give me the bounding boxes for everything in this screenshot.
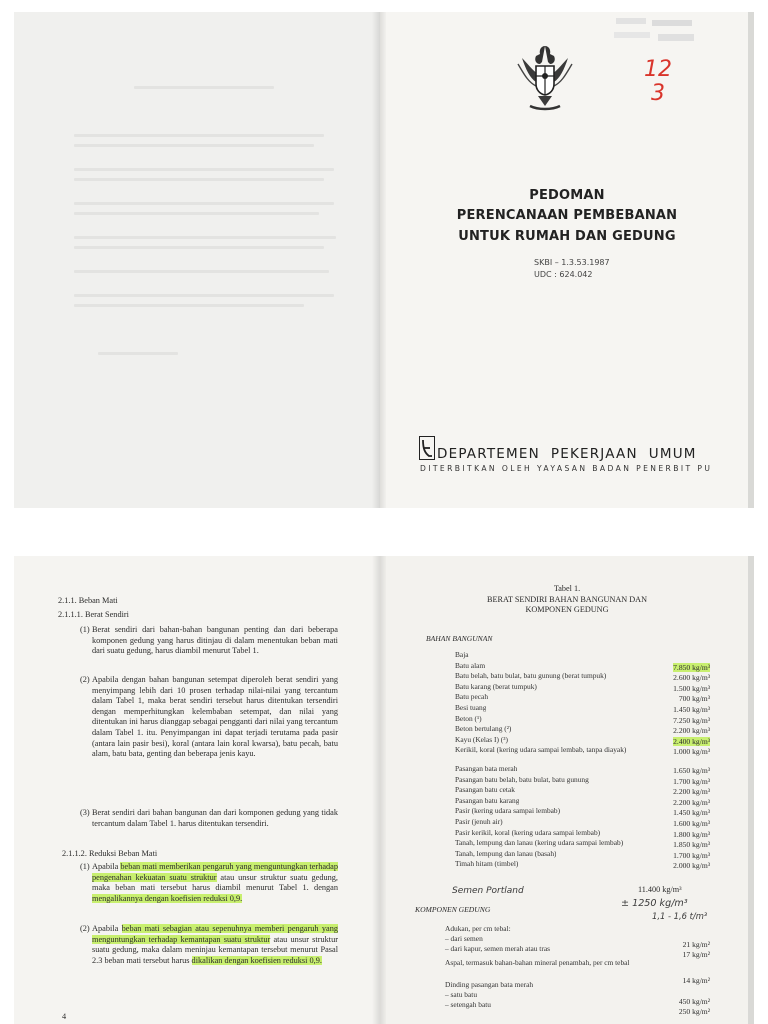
section-heading: 2.1.1. Beban Mati [58, 596, 118, 605]
department-name: DEPARTEMEN PEKERJAAN UMUM [437, 446, 697, 462]
table-title: KOMPONEN GEDUNG [525, 605, 609, 614]
paragraph-text: Berat sendiri dari bahan bangunan dan dari komponen gedung yang tidak tercantum dalam Tabel 1. harus ditentukan tersendiri. [92, 808, 338, 828]
table-row-value: 250 kg/m² [678, 1007, 710, 1016]
table-row-name: Tanah, lempung dan lanau (basah) [455, 849, 557, 858]
paragraph-number: (3) [80, 808, 90, 817]
paragraph-text: atau unsur struktur suatu gedung, maka dalam meninjau kemantapan tersebut menurut Pasal 2.3 beban mati tersebut harus [92, 934, 338, 965]
paragraph-text: Apabila [92, 924, 122, 933]
table-row-name: Timah hitam (timbel) [455, 859, 519, 868]
table-row-name: Pasir (kering udara sampai lembab) [455, 806, 561, 815]
table-section-heading: BAHAN BANGUNAN [426, 634, 493, 643]
table-row-value: 1.450 kg/m³ [673, 705, 710, 714]
blank-back-page [14, 12, 380, 508]
page-number: 4 [62, 1012, 67, 1021]
table-row-value: 1.800 kg/m³ [673, 830, 710, 839]
table-row-name: Pasangan bata merah [455, 764, 518, 773]
table-row-name: Batu karang (berat tumpuk) [455, 682, 537, 691]
table-row-name: Pasangan batu cetak [455, 785, 515, 794]
paragraph-text: Apabila dengan bahan bangunan setempat diperoleh berat sendiri yang menyimpang lebih dari 10 prosen terhadap nilai-nilai yang tercantum dalam Tabel 1, maka berat sendiri tersebut harus ditentukan tersendiri dengan memperhitungkan kelembaban setempat, dan nilai yang ditentukan ini harus dianggap sebagai pengganti dari nilai yang tercantum dalam Tabel 1. itu. Penyimpangan ini dapat terjadi terutama pada pasir (antara lain pasir besi), koral (antara lain koral kwarsa), batu pecah, batu alam, batu bata, genting dan beberapa jenis kayu. [92, 675, 338, 759]
paragraph-text: Apabila [92, 862, 121, 871]
table-row-value: 2.400 kg/m³ [673, 737, 710, 746]
table-row-value: 2.200 kg/m³ [673, 726, 710, 735]
table-row-value: 2.200 kg/m³ [673, 787, 710, 796]
handwritten-note: Semen Portland [452, 886, 524, 896]
table-row-value: 21 kg/m² [682, 940, 710, 949]
table-row-name: Batu alam [455, 661, 486, 670]
table-row-value: 2.000 kg/m³ [673, 861, 710, 870]
table-row-name: Aspal, termasuk bahan-bahan mineral penambah, per cm tebal [445, 958, 630, 967]
table-label: Tabel 1. [553, 584, 581, 593]
page-edge [748, 556, 754, 1024]
gutter-shadow [372, 556, 386, 1024]
table-row-name: Tanah, lempung dan lanau (kering udara sampai lembab) [455, 838, 624, 847]
table-row-name: Pasir (jenuh air) [455, 817, 503, 826]
table-row-name: – dari kapur, semen merah atau tras [445, 944, 550, 953]
table-row-value: 1.850 kg/m³ [673, 840, 710, 849]
table-row-value: 7.250 kg/m³ [673, 716, 710, 725]
table-row-value: 1.450 kg/m³ [673, 808, 710, 817]
table-row-value: 17 kg/m² [682, 950, 710, 959]
udc-code: UDC : 624.042 [534, 270, 593, 279]
table-row-value: 1.700 kg/m³ [673, 851, 710, 860]
paragraph [80, 808, 338, 829]
department-logo-icon [419, 436, 435, 460]
highlighted-text: beban mati memberikan pengaruh yang menguntungkan terhadap pengenahan kekuatan suatu struktur [92, 862, 338, 882]
table-row-name: Pasangan batu karang [455, 796, 520, 805]
table-row-name: Baja [455, 650, 469, 659]
handwritten-note: ± 1250 kg/m³ [621, 898, 688, 909]
table-row-name: Pasangan batu belah, batu bulat, batu gunung [455, 775, 589, 784]
table-title: BERAT SENDIRI BAHAN BANGUNAN DAN [487, 595, 647, 604]
table-row-name: Beton (¹) [455, 714, 482, 723]
table-row-value: 7.850 kg/m³ [673, 663, 710, 672]
highlighted-text: mengalikannya dengan koefisien reduksi 0,9. [92, 893, 243, 903]
table-row-name: – dari semen [445, 934, 483, 943]
section-heading: 2.1.1.2. Reduksi Beban Mati [62, 849, 158, 858]
paragraph [80, 625, 338, 657]
table-row-value: 1.700 kg/m³ [673, 777, 710, 786]
handwritten-value: 11.400 kg/m³ [638, 885, 682, 894]
table-row-name: Kayu (Kelas I) (³) [455, 735, 508, 744]
table-row-name: Kerikil, koral (kering udara sampai lembab, tanpa diayak) [455, 745, 627, 754]
cover-title-line: PERENCANAAN PEMBEBANAN [456, 208, 678, 223]
paragraph-number: (1) [80, 862, 90, 871]
table-row-name: – satu batu [445, 990, 478, 999]
table-row-value: 1.000 kg/m³ [673, 747, 710, 756]
table-row-value: 450 kg/m² [678, 997, 710, 1006]
table-row-name: – setengah batu [445, 1000, 491, 1009]
paragraph-number: (2) [80, 924, 90, 933]
section-heading: 2.1.1.1. Berat Sendiri [58, 610, 129, 619]
table-row-value: 14 kg/m² [682, 976, 710, 985]
cover-title-line: PEDOMAN [529, 188, 605, 203]
highlighted-text: beban mati sebagian atau sepenuhnya memberi pengaruh yang menguntungkan terhadap kemantapan suatu struktur [92, 924, 339, 944]
table-row-name: Batu pecah [455, 692, 489, 701]
paragraph-number: (1) [80, 625, 90, 634]
publisher-line: DITERBITKAN OLEH YAYASAN BADAN PENERBIT PU [420, 464, 713, 473]
cover-title-line: UNTUK RUMAH DAN GEDUNG [458, 229, 676, 244]
gutter-shadow [372, 12, 386, 508]
handwritten-number: 12 [644, 57, 672, 82]
handwritten-note: 1,1 - 1,6 t/m³ [652, 911, 708, 921]
table-row-value: 1.650 kg/m³ [673, 766, 710, 775]
paragraph [80, 675, 338, 760]
table-row-name: Batu belah, batu bulat, batu gunung (berat tumpuk) [455, 671, 607, 680]
table-row-value: 1.600 kg/m³ [673, 819, 710, 828]
paragraph-text: Berat sendiri dari bahan-bahan bangunan penting dan dari beberapa komponen gedung yang harus ditinjau di dalam menentukan beban mati dari suatu gedung, harus diambil menurut Tabel 1. [92, 625, 338, 656]
highlighted-text: dikalikan dengan koefisien reduksi 0,9. [191, 955, 322, 965]
table-row-name: Adukan, per cm tebal: [445, 924, 511, 933]
table-row-value: 2.200 kg/m³ [673, 798, 710, 807]
paragraph-text: atau unsur struktur suatu gedung, maka beban mati tersebut harus diambil menurut Tabel 1. dengan [92, 872, 338, 893]
table-row-name: Dinding pasangan bata merah [445, 980, 534, 989]
cover-spread [14, 12, 754, 508]
paragraph [80, 924, 339, 966]
skbi-code: SKBI – 1.3.53.1987 [534, 258, 610, 267]
ink-stamp-icon [612, 14, 700, 46]
handwritten-number: 3 [651, 81, 665, 106]
table-row-value: 700 kg/m³ [678, 694, 710, 703]
garuda-emblem-icon [514, 40, 576, 114]
table-row-name: Pasir kerikil, koral (kering udara sampai lembab) [455, 828, 601, 837]
paragraph [80, 862, 338, 904]
paragraph-number: (2) [80, 675, 90, 684]
table-row-name: Besi tuang [455, 703, 487, 712]
table-row-value: 1.500 kg/m³ [673, 684, 710, 693]
table-row-value: 2.600 kg/m³ [673, 673, 710, 682]
table-row-name: Beton bertulang (²) [455, 724, 512, 733]
table-section-heading: KOMPONEN GEDUNG [415, 905, 491, 914]
page-edge [748, 12, 754, 508]
